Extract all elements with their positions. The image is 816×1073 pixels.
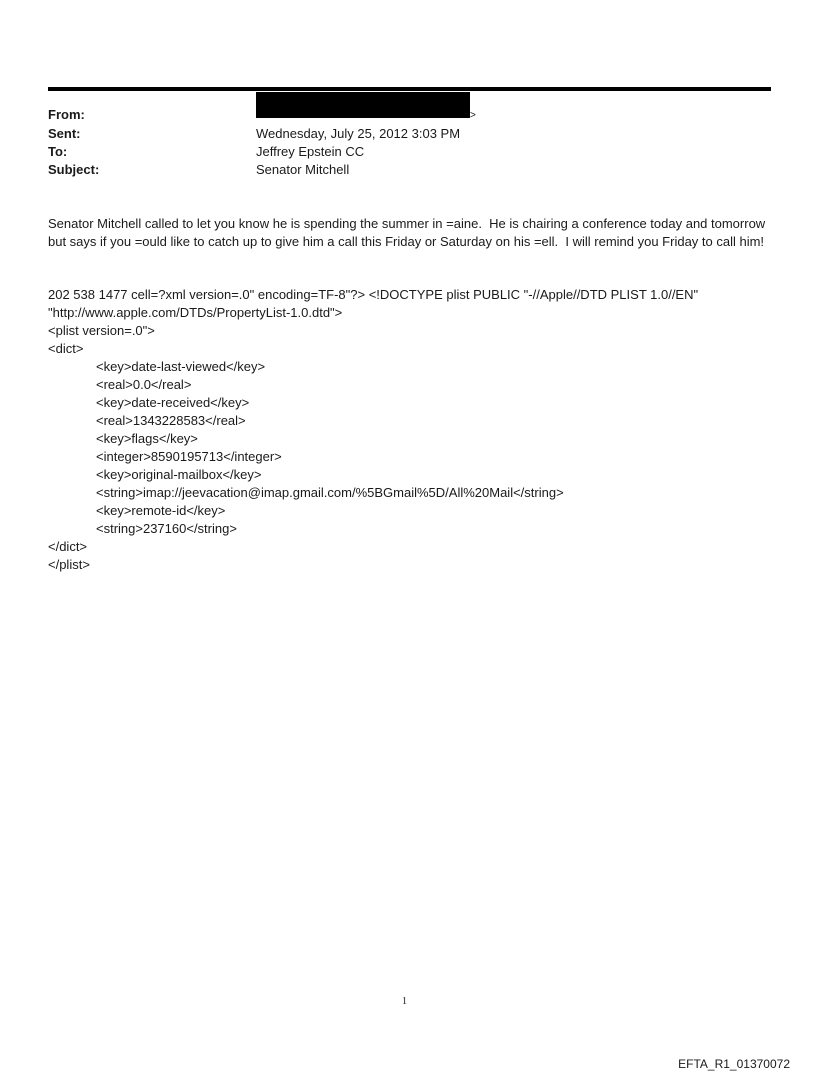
redaction-block	[256, 92, 470, 118]
to-label: To:	[48, 144, 68, 159]
xml-line: 202 538 1477 cell=?xml version=.0" encoding=TF-8"?> <!DOCTYPE plist PUBLIC "-//Apple//DTD PLIST 1.0//EN"	[48, 287, 699, 302]
xml-line: <key>original-mailbox</key>	[96, 467, 262, 482]
page-number: 1	[402, 996, 407, 1007]
xml-line: <string>237160</string>	[96, 521, 237, 536]
document-id: EFTA_R1_01370072	[678, 1057, 790, 1071]
header-rule	[48, 87, 771, 91]
email-body-paragraph: Senator Mitchell called to let you know he is spending the summer in =aine. He is chairing a conference today and tomorrow but says if you =ould like to catch up to give him a call this Friday or Saturday on his =ell. I will remind you Friday to call him!	[48, 216, 769, 249]
sent-label: Sent:	[48, 126, 81, 141]
from-label: From:	[48, 107, 85, 122]
subject-value: Senator Mitchell	[256, 162, 350, 177]
xml-line: <key>remote-id</key>	[96, 503, 226, 518]
sent-value: Wednesday, July 25, 2012 3:03 PM	[256, 126, 461, 141]
xml-line: <dict>	[48, 341, 84, 356]
xml-line: "http://www.apple.com/DTDs/PropertyList-1.0.dtd">	[48, 305, 343, 320]
xml-block	[48, 286, 768, 574]
xml-line: <key>date-received</key>	[96, 395, 250, 410]
xml-line: <integer>8590195713</integer>	[96, 449, 282, 464]
xml-line: <string>imap://jeevacation@imap.gmail.com/%5BGmail%5D/All%20Mail</string>	[96, 485, 564, 500]
xml-line: <real>0.0</real>	[96, 377, 192, 392]
xml-line: <key>date-last-viewed</key>	[96, 359, 266, 374]
xml-line: <key>flags</key>	[96, 431, 198, 446]
xml-line: <real>1343228583</real>	[96, 413, 246, 428]
to-value: Jeffrey Epstein CC	[256, 144, 365, 159]
xml-line: <plist version=.0">	[48, 323, 155, 338]
xml-line: </dict>	[48, 539, 88, 554]
from-value: >	[470, 110, 476, 121]
xml-line: </plist>	[48, 557, 90, 572]
subject-label: Subject:	[48, 162, 100, 177]
